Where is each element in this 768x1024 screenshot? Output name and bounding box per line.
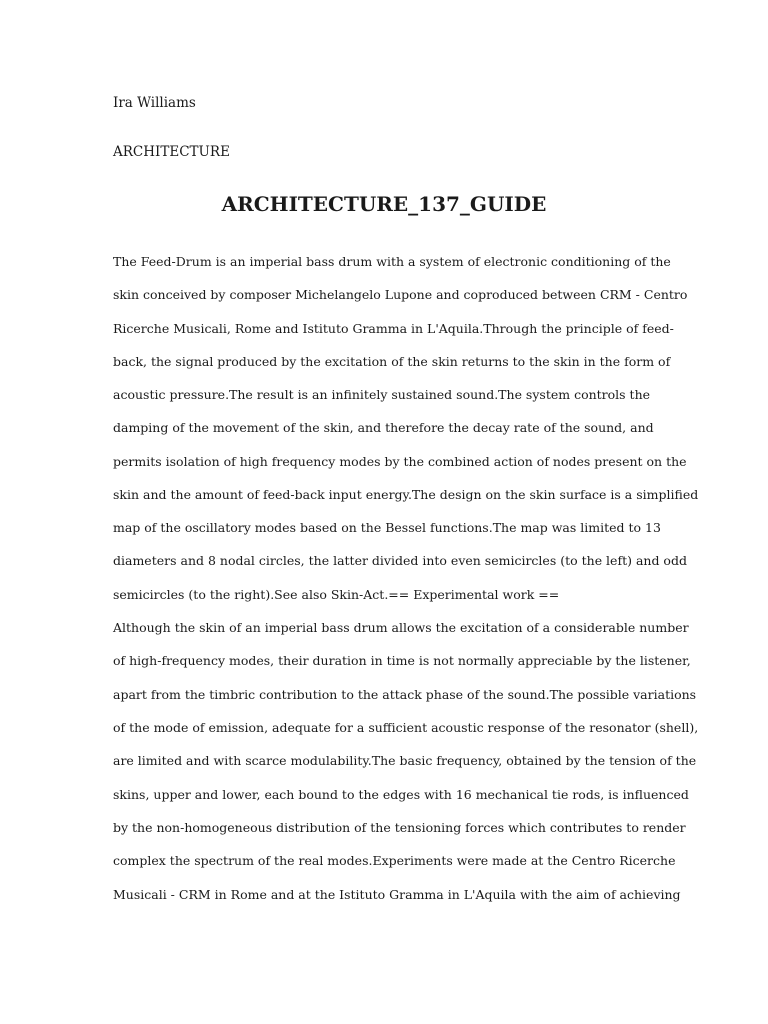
body-line: of high-frequency modes, their duration in time is not normally appreciable by the listener, (113, 653, 691, 668)
body-line: by the non-homogeneous distribution of the tensioning forces which contributes to render (113, 820, 686, 835)
subject-heading: ARCHITECTURE (113, 144, 230, 160)
body-line: Musicali - CRM in Rome and at the Istituto Gramma in L'Aquila with the aim of achieving (113, 887, 681, 902)
body-line: complex the spectrum of the real modes.Experiments were made at the Centro Ricerche (113, 853, 676, 868)
body-line: diameters and 8 nodal circles, the latter divided into even semicircles (to the left) and odd (113, 553, 687, 568)
body-line: apart from the timbric contribution to the attack phase of the sound.The possible variations (113, 687, 697, 702)
document-title: ARCHITECTURE_137_GUIDE (221, 192, 547, 216)
body-line: are limited and with scarce modulability.The basic frequency, obtained by the tension of the (113, 753, 697, 768)
body-line: semicircles (to the right).See also Skin-Act.== Experimental work == (113, 587, 560, 602)
body-line: acoustic pressure.The result is an infinitely sustained sound.The system controls the (113, 387, 651, 402)
body-line: permits isolation of high frequency modes by the combined action of nodes present on the (113, 454, 687, 469)
body-line: Although the skin of an imperial bass drum allows the excitation of a considerable number (113, 620, 689, 635)
body-line: map of the oscillatory modes based on the Bessel functions.The map was limited to 13 (113, 520, 661, 535)
body-line: skin conceived by composer Michelangelo Lupone and coproduced between CRM - Centro (113, 287, 688, 302)
body-line: of the mode of emission, adequate for a sufficient acoustic response of the resonator (shell), (113, 720, 699, 735)
body-line: damping of the movement of the skin, and therefore the decay rate of the sound, and (113, 420, 654, 435)
body-line: skins, upper and lower, each bound to the edges with 16 mechanical tie rods, is influenced (113, 787, 689, 802)
body-line: back, the signal produced by the excitation of the skin returns to the skin in the form of (113, 354, 671, 369)
body-line: skin and the amount of feed-back input energy.The design on the skin surface is a simplified (113, 487, 699, 502)
body-line: The Feed-Drum is an imperial bass drum with a system of electronic conditioning of the (113, 254, 671, 269)
body-line: Ricerche Musicali, Rome and Istituto Gramma in L'Aquila.Through the principle of feed- (113, 321, 674, 336)
author-name: Ira Williams (113, 95, 196, 111)
